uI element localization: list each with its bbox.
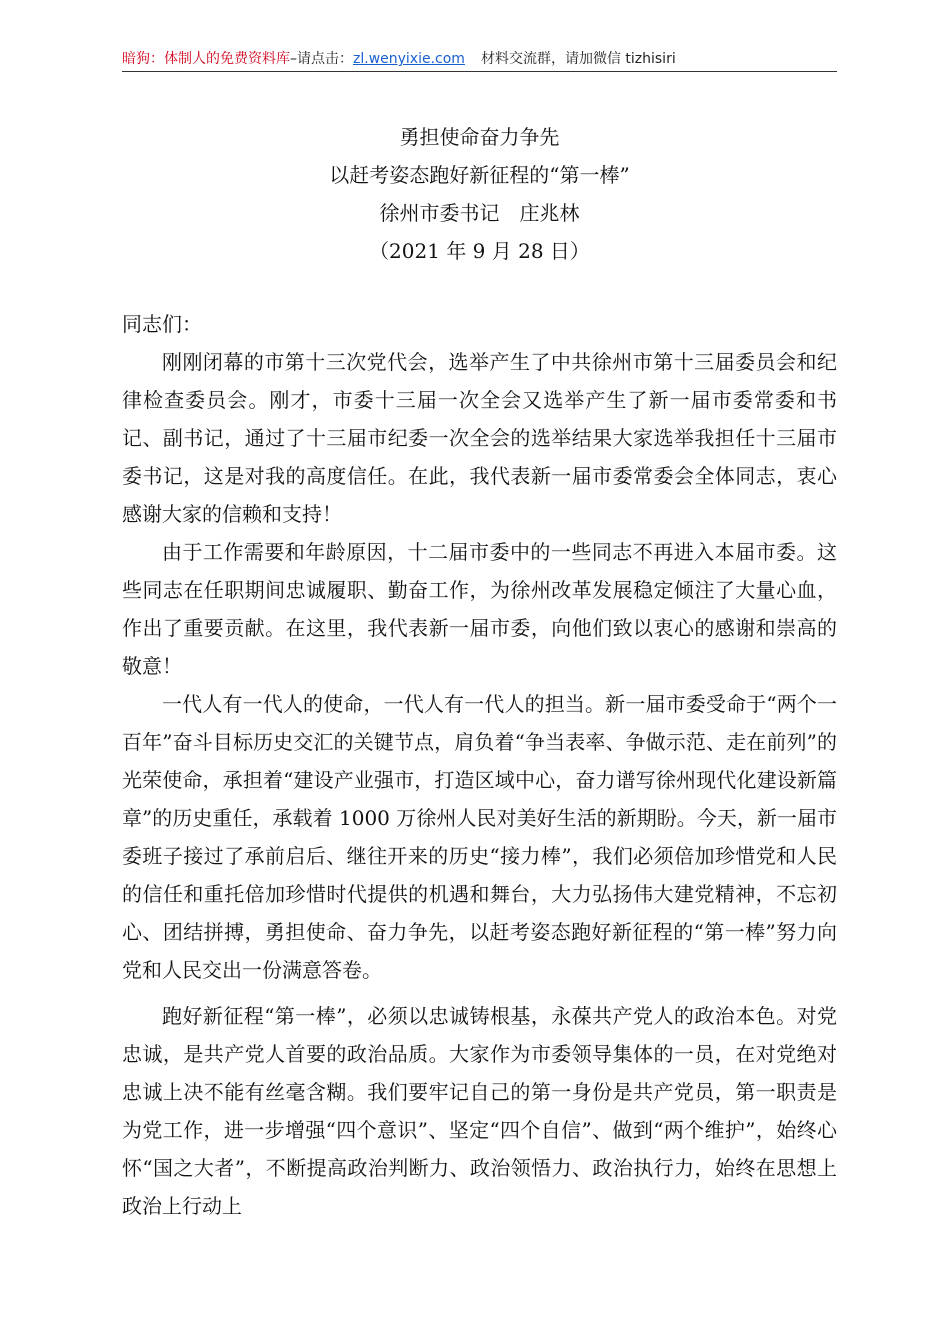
header-wechat-note: 材料交流群，请加微信 tizhisiri — [480, 51, 676, 67]
main-title: 勇担使命奋力争先 — [399, 125, 560, 149]
speech-body — [122, 305, 837, 1225]
header-link[interactable]: zl.wenyixie.com — [353, 51, 465, 67]
page-header — [122, 48, 837, 70]
paragraph-3: 一代人有一代人的使命，一代人有一代人的担当。新一届市委受命于“两个一百年”奋斗目标历史交汇的关键节点，肩负着“争当表率、争做示范、走在前列”的光荣使命，承担着“建设产业强市，打造区域中心，奋力谱写徐州现代化建设新篇章”的历史重任，承载着 1000 万徐州人民对美好生活的新期盼。今天，新一届市委班子接过了承前启后、继往开来的历史“接力棒”，我们必须倍加珍惜党和人民的信任和重托倍加珍惜时代提供的机遇和舞台，大力弘扬伟大建党精神，不忘初心、团结拼搏，勇担使命、奋力争先，以赶考姿态跑好新征程的“第一棒”努力向党和人民交出一份满意答卷。 — [122, 692, 837, 982]
header-prompt: –请点击： — [290, 51, 353, 67]
header-divider — [122, 71, 837, 72]
author-org: 徐州市委书记 — [379, 201, 500, 225]
subtitle: 以赶考姿态跑好新征程的“第一棒” — [329, 163, 630, 187]
paragraph-4: 跑好新征程“第一棒”，必须以忠诚铸根基，永葆共产党人的政治本色。对党忠诚，是共产党人首要的政治品质。大家作为市委领导集体的一员，在对党绝对忠诚上决不能有丝毫含糊。我们要牢记自己的第一身份是共产党员，第一职责是为党工作，进一步增强“四个意识”、坚定“四个自信”、做到“两个维护”，始终心怀“国之大者”，不断提高政治判断力、政治领悟力、政治执行力，始终在思想上政治上行动上 — [122, 1004, 837, 1218]
paragraph-1: 刚刚闭幕的市第十三次党代会，选举产生了中共徐州市第十三届委员会和纪律检查委员会。刚才，市委十三届一次全会又选举产生了新一届市委常委和书记、副书记，通过了十三届市纪委一次全会的选举结果大家选举我担任十三届市委书记，这是对我的高度信任。在此，我代表新一届市委常委会全体同志，衷心感谢大家的信赖和支持！ — [122, 350, 837, 526]
header-brand: 暗狗：体制人的免费资料库 — [122, 51, 290, 67]
title-block — [122, 118, 837, 270]
paragraph-2: 由于工作需要和年龄原因，十二届市委中的一些同志不再进入本届市委。这些同志在任职期间忠诚履职、勤奋工作，为徐州改革发展稳定倾注了大量心血，作出了重要贡献。在这里，我代表新一届市委，向他们致以衷心的感谢和崇高的敬意！ — [122, 540, 837, 678]
speech-date: （2021 年 9 月 28 日） — [369, 239, 590, 263]
salutation: 同志们： — [122, 312, 202, 336]
author-name: 庄兆林 — [519, 201, 580, 225]
author-line — [122, 194, 837, 232]
